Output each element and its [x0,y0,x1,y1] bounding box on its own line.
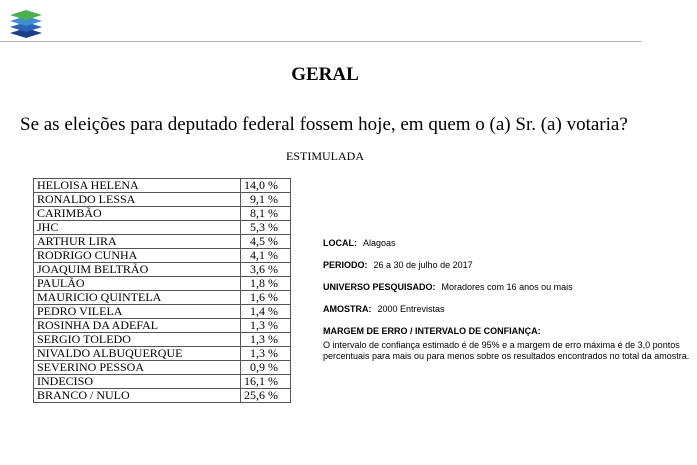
header-divider [0,41,642,42]
layered-logo-icon [8,8,44,40]
candidate-name: PEDRO VILELA [34,305,241,319]
candidate-name: CARIMBÃO [34,207,241,221]
table-row [34,347,291,361]
table-row [34,249,291,263]
periodo-label: PERIODO: [323,260,368,270]
candidate-percent: 1,3 % [241,333,291,347]
table-row [34,193,291,207]
table-row [34,361,291,375]
candidate-name: ROSINHA DA ADEFAL [34,319,241,333]
local-value: Alagoas [363,238,396,248]
candidate-percent: 1,3 % [241,319,291,333]
amostra-label: AMOSTRA: [323,304,372,314]
local-label: LOCAL: [323,238,357,248]
candidate-name: RODRIGO CUNHA [34,249,241,263]
margem-label: MARGEM DE ERRO / INTERVALO DE CONFIANÇA: [323,326,541,336]
candidate-name: MAURICIO QUINTELA [34,291,241,305]
candidate-percent: 0,9 % [241,361,291,375]
candidate-percent: 1,3 % [241,347,291,361]
table-row [34,235,291,249]
table-row [34,221,291,235]
table-row [34,389,291,403]
candidate-name: RONALDO LESSA [34,193,241,207]
page-title: GERAL [291,64,359,85]
candidate-percent: 4,1 % [241,249,291,263]
candidate-percent: 14,0 % [241,179,291,193]
universo-label: UNIVERSO PESQUISADO: [323,282,436,292]
table-row [34,263,291,277]
candidate-percent: 5,3 % [241,221,291,235]
candidate-percent: 8,1 % [241,207,291,221]
table-row [34,277,291,291]
candidate-name: JHC [34,221,241,235]
candidate-percent: 16,1 % [241,375,291,389]
candidate-name: SERGIO TOLEDO [34,333,241,347]
candidate-percent: 1,8 % [241,277,291,291]
candidate-percent: 9,1 % [241,193,291,207]
candidate-name: INDECISO [34,375,241,389]
candidate-name: ARTHUR LIRA [34,235,241,249]
candidate-name: JOAQUIM BELTRÃO [34,263,241,277]
info-periodo [323,260,693,271]
table-row [34,375,291,389]
survey-info [323,238,693,362]
candidate-name: NIVALDO ALBUQUERQUE [34,347,241,361]
results-table [33,178,291,403]
amostra-value: 2000 Entrevistas [377,304,445,314]
table-row [34,291,291,305]
candidate-percent: 1,4 % [241,305,291,319]
survey-subtitle: ESTIMULADA [286,149,364,163]
info-universo [323,282,693,293]
candidate-name: HELOISA HELENA [34,179,241,193]
universo-value: Moradores com 16 anos ou mais [441,282,573,292]
table-row [34,319,291,333]
info-local [323,238,693,249]
table-row [34,333,291,347]
margem-text: O intervalo de confiança estimado é de 95% e a margem de erro máxima é de 3,0 pontos percentuais para mais ou para menos sobre os resultados encontrados no total da amostra. [323,340,690,361]
candidate-percent: 4,5 % [241,235,291,249]
survey-question: Se as eleições para deputado federal fossem hoje, em quem o (a) Sr. (a) votaria? [20,114,628,135]
table-row [34,207,291,221]
candidate-percent: 25,6 % [241,389,291,403]
info-amostra [323,304,693,315]
candidate-name: SEVERINO PESSOA [34,361,241,375]
info-margem [323,326,693,337]
candidate-percent: 3,6 % [241,263,291,277]
table-row [34,305,291,319]
candidate-name: PAULÃO [34,277,241,291]
periodo-value: 26 a 30 de julho de 2017 [373,260,473,270]
candidate-name: BRANCO / NULO [34,389,241,403]
table-row [34,179,291,193]
candidate-percent: 1,6 % [241,291,291,305]
